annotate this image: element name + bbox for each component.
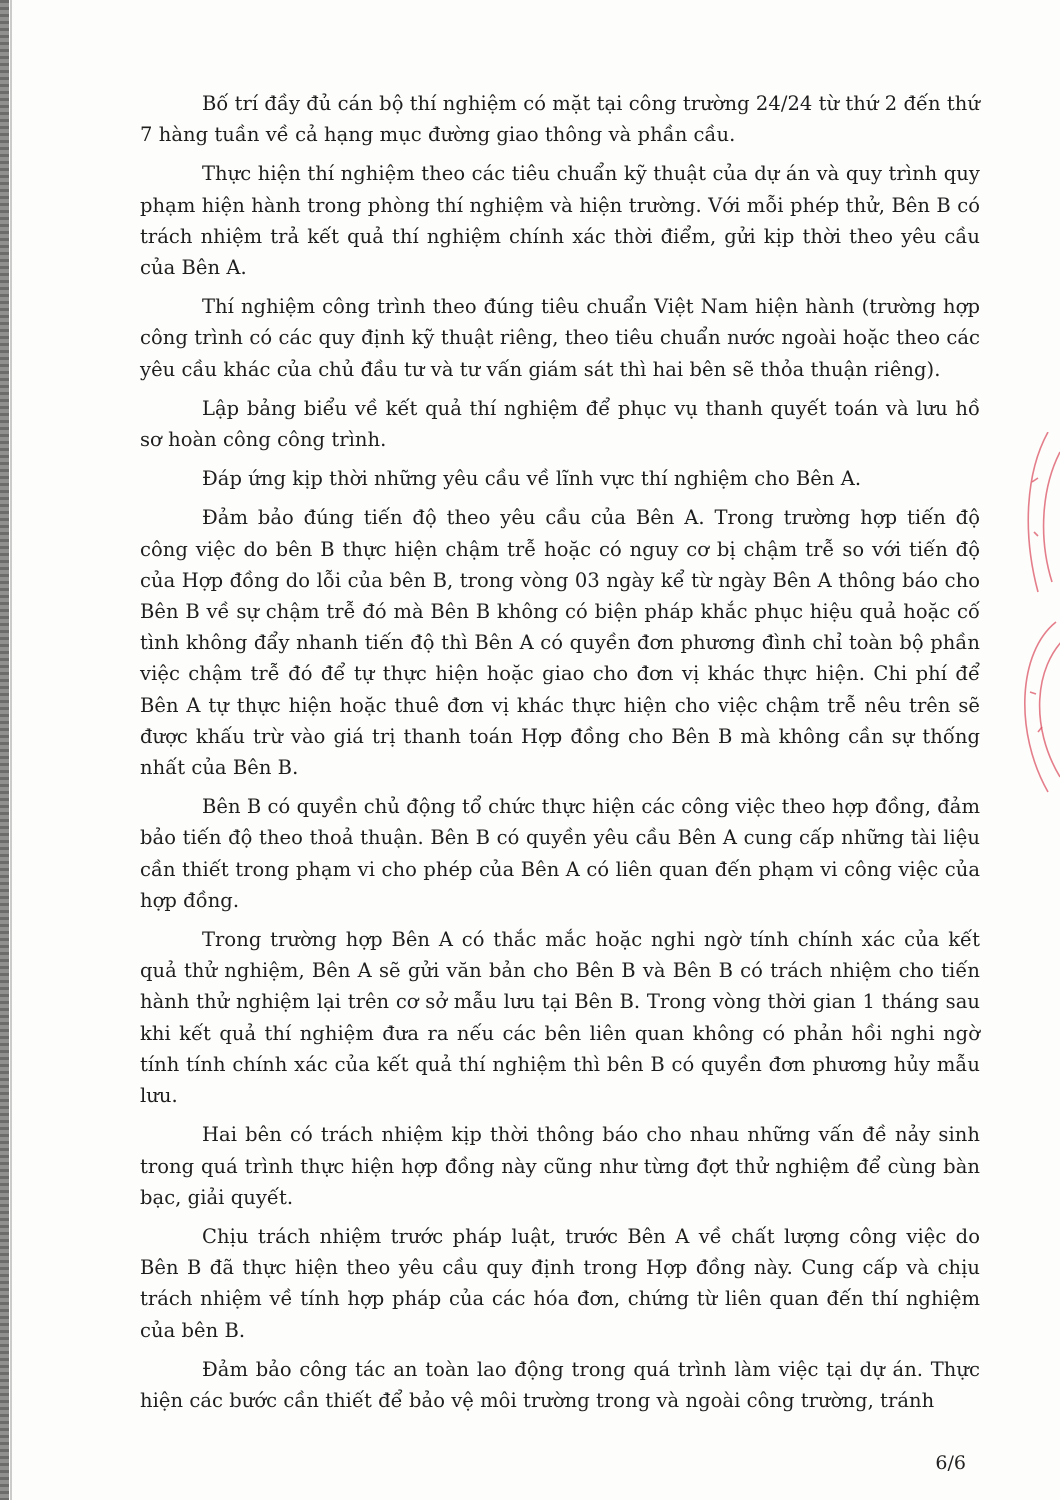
paragraph-mutual-notification: Hai bên có trách nhiệm kịp thời thông báo cho nhau những vấn đề nảy sinh trong quá trình thực hiện hợp đồng này cũng như từng đợt thử nghiệm để cùng bàn bạc, giải quyết. <box>140 1123 980 1209</box>
paragraph-schedule-delay: Đảm bảo đúng tiến độ theo yêu cầu của Bên A. Trong trường hợp tiến độ công việc do bên B thực hiện chậm trễ hoặc có nguy cơ bị chậm trễ so với tiến độ của Hợp đồng do lỗi của bên B, trong vòng 03 ngày kể từ ngày Bên A thông báo cho Bên B về sự chậm trễ đó mà Bên B không có biện pháp khắc phục hiệu quả hoặc cố tình không đẩy nhanh tiến độ thì Bên A có quyền đơn phương đình chỉ toàn bộ phần việc chậm trễ đó để tự thực hiện hoặc giao cho đơn vị khác thực hiện. Chi phí để Bên A tự thực hiện hoặc thuê đơn vị khác thực hiện cho việc chậm trễ nêu trên sẽ được khấu trừ vào giá trị thanh toán Hợp đồng cho Bên B mà không cần sự thống nhất của Bên B. <box>140 506 980 780</box>
partial-seal-stamp <box>1008 432 1060 832</box>
document-body <box>140 88 980 1424</box>
stamp-arc-lower-inner <box>1040 637 1060 777</box>
paragraph-result-doubts: Trong trường hợp Bên A có thắc mắc hoặc nghi ngờ tính chính xác của kết quả thử nghiệm, Bên A sẽ gửi văn bản cho Bên B và Bên B có trách nhiệm cho tiến hành thử nghiệm lại trên cơ sở mẫu lưu tại Bên B. Trong vòng thời gian 1 tháng sau khi kết quả thí nghiệm đưa ra nếu các bên liên quan không có phản hồi nghi ngờ tính tính chính xác của kết quả thí nghiệm thì bên B có quyền đơn phương hủy mẫu lưu. <box>140 928 980 1108</box>
paragraph-vietnam-standards: Thí nghiệm công trình theo đúng tiêu chuẩn Việt Nam hiện hành (trường hợp công trình có các quy định kỹ thuật riêng, theo tiêu chuẩn nước ngoài hoặc theo các yêu cầu khác của chủ đầu tư và tư vấn giám sát thì hai bên sẽ thỏa thuận riêng). <box>140 295 980 381</box>
stamp-strokes <box>1025 432 1060 792</box>
page-number: 6/6 <box>935 1452 966 1474</box>
paragraph-testing-staff: Bố trí đầy đủ cán bộ thí nghiệm có mặt tại công trường 24/24 từ thứ 2 đến thứ 7 hàng tuần về cả hạng mục đường giao thông và phần cầu. <box>140 92 980 147</box>
stamp-arc-upper <box>1028 432 1048 592</box>
paragraph-result-tables: Lập bảng biểu về kết quả thí nghiệm để phục vụ thanh quyết toán và lưu hồ sơ hoàn công công trình. <box>140 396 980 452</box>
scan-binding-shadow <box>10 0 12 1500</box>
stamp-arc-upper-inner <box>1044 452 1060 582</box>
paragraph-testing-standards: Thực hiện thí nghiệm theo các tiêu chuẩn kỹ thuật của dự án và quy trình quy phạm hiện hành trong phòng thí nghiệm và hiện trường. Với mỗi phép thử, Bên B có trách nhiệm trả kết quả thí nghiệm chính xác thời điểm, gửi kịp thời theo yêu cầu của Bên A. <box>140 162 980 280</box>
paragraph-timely-response: Đáp ứng kịp thời những yêu cầu về lĩnh vực thí nghiệm cho Bên A. <box>202 467 862 491</box>
paragraph-labor-safety: Đảm bảo công tác an toàn lao động trong quá trình làm việc tại dự án. Thực hiện các bước cần thiết để bảo vệ môi trường trong và ngoài công trường, tránh <box>140 1357 980 1412</box>
paragraph-party-b-rights: Bên B có quyền chủ động tổ chức thực hiện các công việc theo hợp đồng, đảm bảo tiến độ theo thoả thuận. Bên B có quyền yêu cầu Bên A cung cấp những tài liệu cần thiết trong phạm vi cho phép của Bên A có liên quan đến phạm vi công việc của hợp đồng. <box>140 795 980 912</box>
scan-binding-edge <box>0 0 9 1500</box>
paragraph-legal-responsibility: Chịu trách nhiệm trước pháp luật, trước Bên A về chất lượng công việc do Bên B đã thực hiện theo yêu cầu quy định trong Hợp đồng này. Cung cấp và chịu trách nhiệm về tính hợp pháp của các hóa đơn, chứng từ liên quan đến thí nghiệm của bên B. <box>140 1224 980 1342</box>
stamp-arc-lower <box>1025 622 1056 792</box>
